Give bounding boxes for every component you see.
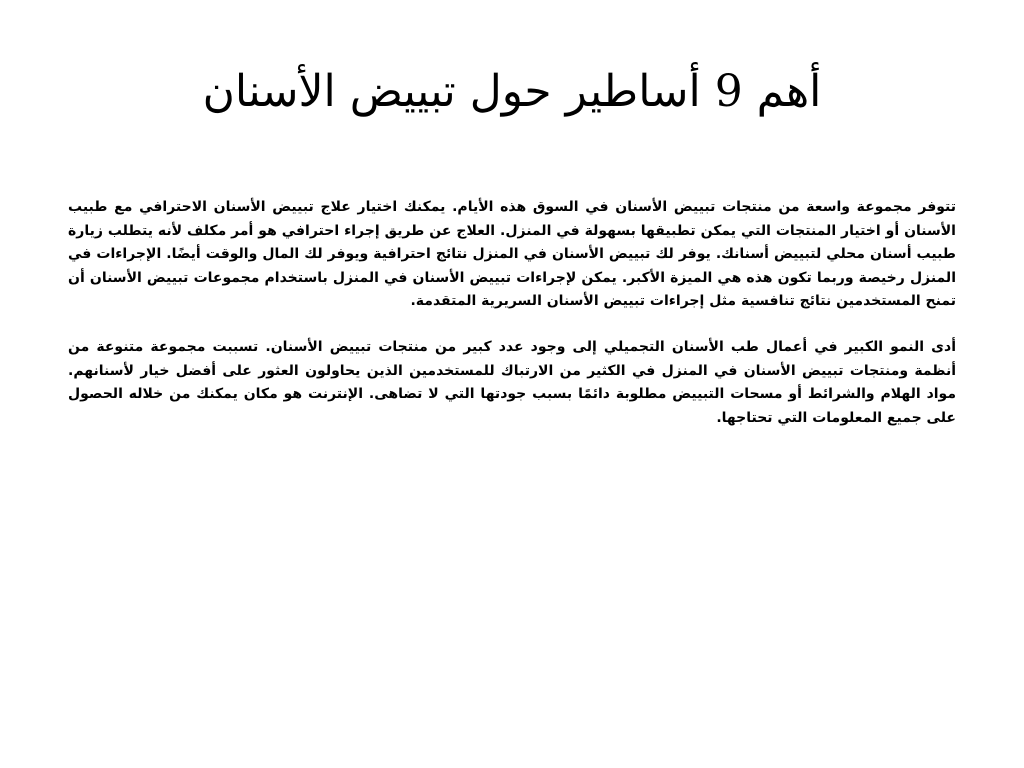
slide-body [68,196,956,452]
paragraph-2: أدى النمو الكبير في أعمال طب الأسنان التجميلي إلى وجود عدد كبير من منتجات تبييض الأسنان. تسببت مجموعة متنوعة من أنظمة ومنتجات تبييض الأسنان في المنزل في الكثير من الارتباك للمستخدمين الذين يحاولون العثور على أفضل خيار لأسنانهم. مواد الهلام والشرائط أو مسحات التبييض مطلوبة دائمًا بسبب جودتها التي لا تضاهى. الإنترنت هو مكان يمكنك من خلاله الحصول على جميع المعلومات التي تحتاجها. [68,338,956,426]
paragraph-1: تتوفر مجموعة واسعة من منتجات تبييض الأسنان في السوق هذه الأيام. يمكنك اختيار علاج تبييض الأسنان الاحترافي مع طبيب الأسنان أو اختيار المنتجات التي يمكن تطبيقها بسهولة في المنزل. العلاج عن طريق إجراء احترافي هو أمر مكلف لأنه يتطلب زيارة طبيب أسنان محلي لتبييض أسنانك. يوفر لك تبييض الأسنان في المنزل نتائج احترافية ويوفر لك المال والوقت أيضًا. الإجراءات في المنزل رخيصة وربما تكون هذه هي الميزة الأكبر. يمكن لإجراءات تبييض الأسنان في المنزل باستخدام مجموعات تبييض الأسنان أن تمنح المستخدمين نتائج تنافسية مثل إجراءات تبييض الأسنان السريرية المتقدمة. [68,199,956,310]
slide-title: أهم 9 أساطير حول تبييض الأسنان [202,66,822,117]
